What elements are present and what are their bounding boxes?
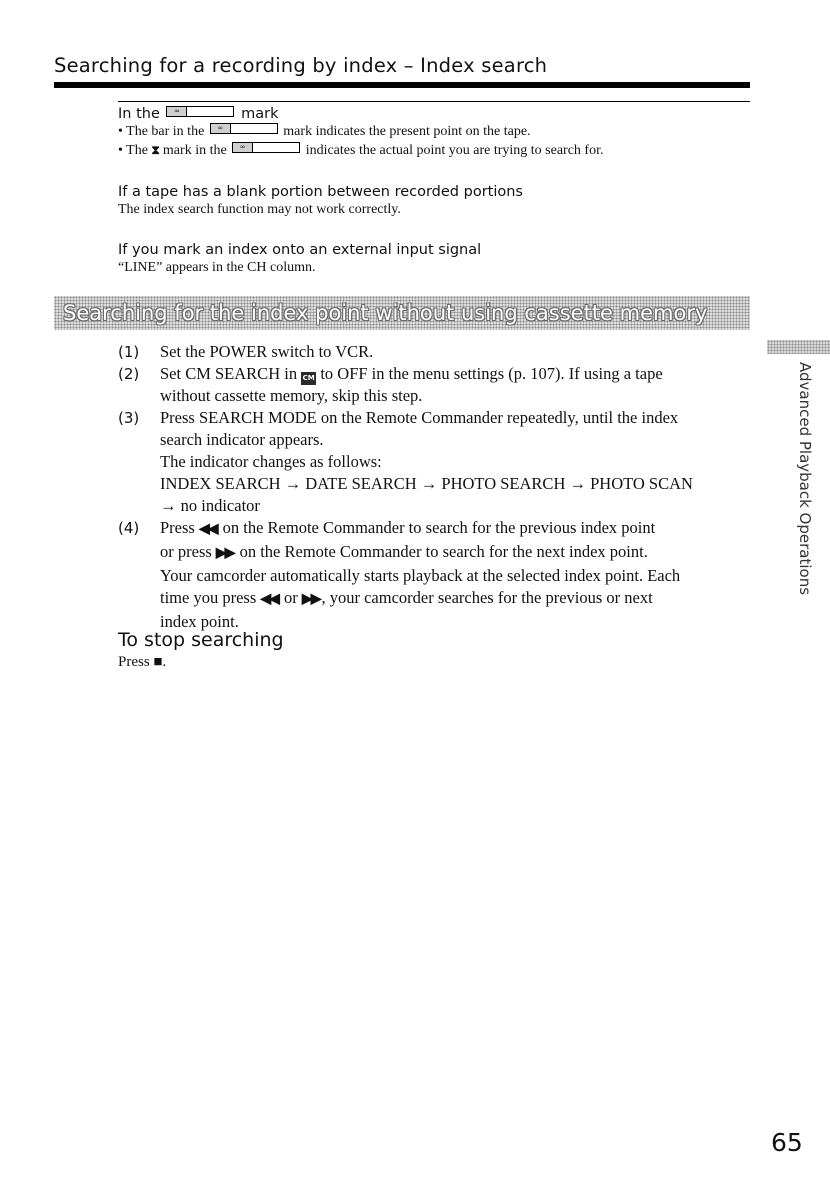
next-index-icon: ▶▶ xyxy=(215,546,234,561)
note-bullet: • The bar in the ∞ mark indicates the present point on the tape. xyxy=(118,124,531,139)
section-banner xyxy=(54,296,750,330)
stop-heading: To stop searching xyxy=(118,629,284,651)
side-tab-marker xyxy=(767,340,830,354)
stop-icon: ■ xyxy=(153,654,163,670)
next-index-icon: ▶▶ xyxy=(301,592,320,607)
note-external-input xyxy=(118,241,750,277)
step-number: (3) xyxy=(118,409,140,427)
note-heading: In the ∞ mark xyxy=(118,106,279,122)
steps-list xyxy=(118,341,758,633)
index-bar-indicator-icon: ∞ xyxy=(210,123,278,134)
page-title: Searching for a recording by index – Index search xyxy=(54,54,548,77)
note-text: The index search function may not work correctly. xyxy=(118,202,401,217)
title-rule xyxy=(54,82,750,88)
note-text: “LINE” appears in the CH column. xyxy=(118,260,316,275)
previous-index-icon: ◀◀ xyxy=(198,522,217,537)
step-number: (1) xyxy=(118,343,140,361)
note-heading: If a tape has a blank portion between recorded portions xyxy=(118,184,523,200)
previous-index-icon: ◀◀ xyxy=(260,592,278,607)
side-section-label: Advanced Playback Operations xyxy=(796,362,814,596)
page-number: 65 xyxy=(771,1128,803,1157)
note-heading: If you mark an index onto an external input signal xyxy=(118,242,482,258)
step-number: (4) xyxy=(118,519,140,537)
note-bullet: • The ⧗ mark in the ∞ indicates the actual point you are trying to search for. xyxy=(118,143,604,158)
note-index-mark xyxy=(118,101,750,160)
stop-text: Press ■. xyxy=(118,654,167,670)
search-point-mark-icon: ⧗ xyxy=(151,143,160,157)
step-3: (3) Press SEARCH MODE on the Remote Commander repeatedly, until the index search indicator appears. The indicator changes as follows: INDEX SEARCH → DATE SEARCH → PHOTO SEARCH → PHOTO SCAN → no indicator xyxy=(118,408,693,515)
step-1: (1) Set the POWER switch to VCR. xyxy=(118,342,374,361)
cassette-memory-menu-icon: CM xyxy=(301,372,316,385)
step-4: (4) Press ◀◀ on the Remote Commander to search for the previous index point or press ▶▶ on the Remote Commander to search for the next index point. Your camcorder automatically starts playback at the selected index point. Each time you press ◀◀ or ▶▶ , your camcorder searches for the previous or next index point. xyxy=(118,518,681,631)
step-number: (2) xyxy=(118,365,140,383)
note-blank-portion xyxy=(118,183,750,219)
section-title: Searching for the index point without using cassette memory xyxy=(63,301,708,325)
index-bar-indicator-icon: ∞ xyxy=(232,142,300,153)
index-bar-indicator-icon: ∞ xyxy=(166,106,234,117)
step-2: (2) Set CM SEARCH in CM to OFF in the menu settings (p. 107). If using a tape without cassette memory, skip this step. xyxy=(118,364,663,405)
